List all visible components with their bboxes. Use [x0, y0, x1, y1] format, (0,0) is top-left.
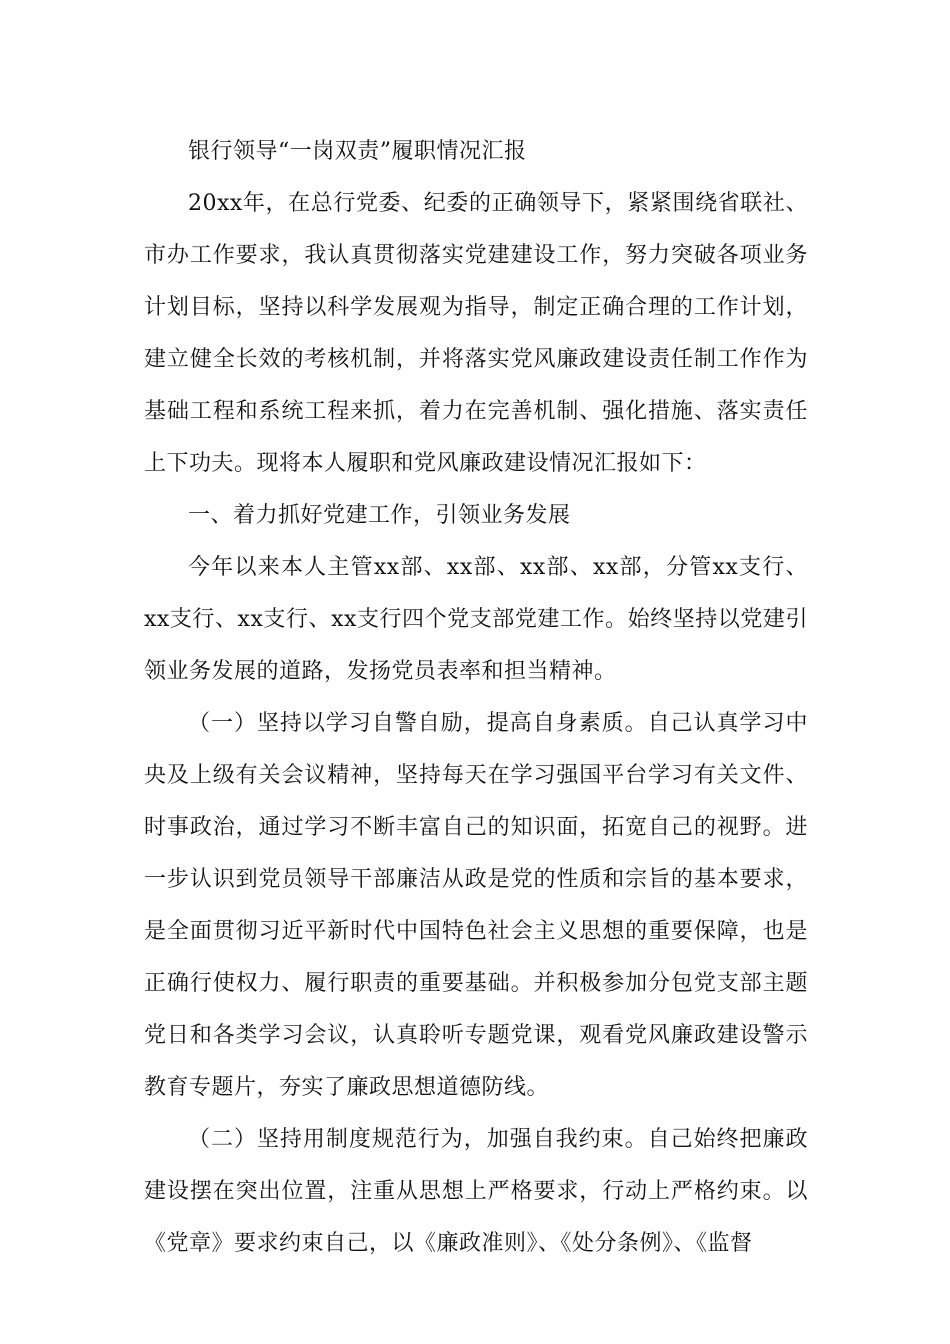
- document-title: 银行领导“一岗双责”履职情况汇报: [188, 139, 527, 164]
- paragraph-intro: 20xx年，在总行党委、纪委的正确领导下，紧紧围绕省联社、市办工作要求，我认真贯彻落实党建建设工作，努力突破各项业务计划目标，坚持以科学发展观为指导，制定正确合理的工作计划，建立健全长效的考核机制，并将落实党风廉政建设责任制工作作为基础工程和系统工程来抓，着力在完善机制、强化措施、落实责任上下功夫。现将本人履职和党风廉政建设情况汇报如下：: [144, 191, 808, 476]
- paragraph-study: （一）坚持以学习自警自励，提高自身素质。自己认真学习中央及上级有关会议精神，坚持每天在学习强国平台学习有关文件、时事政治，通过学习不断丰富自己的知识面，拓宽自己的视野。进一步认识到党员领导干部廉洁从政是党的性质和宗旨的基本要求，是全面贯彻习近平新时代中国特色社会主义思想的重要保障，也是正确行使权力、履行职责的重要基础。并积极参加分包党支部主题党日和各类学习会议，认真聆听专题党课，观看党风廉政建设警示教育专题片，夯实了廉政思想道德防线。: [144, 711, 808, 1100]
- section-heading-1: 一、着力抓好党建工作，引领业务发展: [188, 503, 571, 528]
- paragraph-discipline: （二）坚持用制度规范行为，加强自我约束。自己始终把廉政建设摆在突出位置，注重从思想上严格要求，行动上严格约束。以《党章》要求约束自己，以《廉政准则》、《处分条例》、《监督: [144, 1127, 808, 1256]
- paragraph-responsibilities: 今年以来本人主管xx部、xx部、xx部、xx部，分管xx支行、xx支行、xx支行、xx支行四个党支部党建工作。始终坚持以党建引领业务发展的道路，发扬党员表率和担当精神。: [144, 555, 808, 684]
- document-body: [144, 126, 808, 1270]
